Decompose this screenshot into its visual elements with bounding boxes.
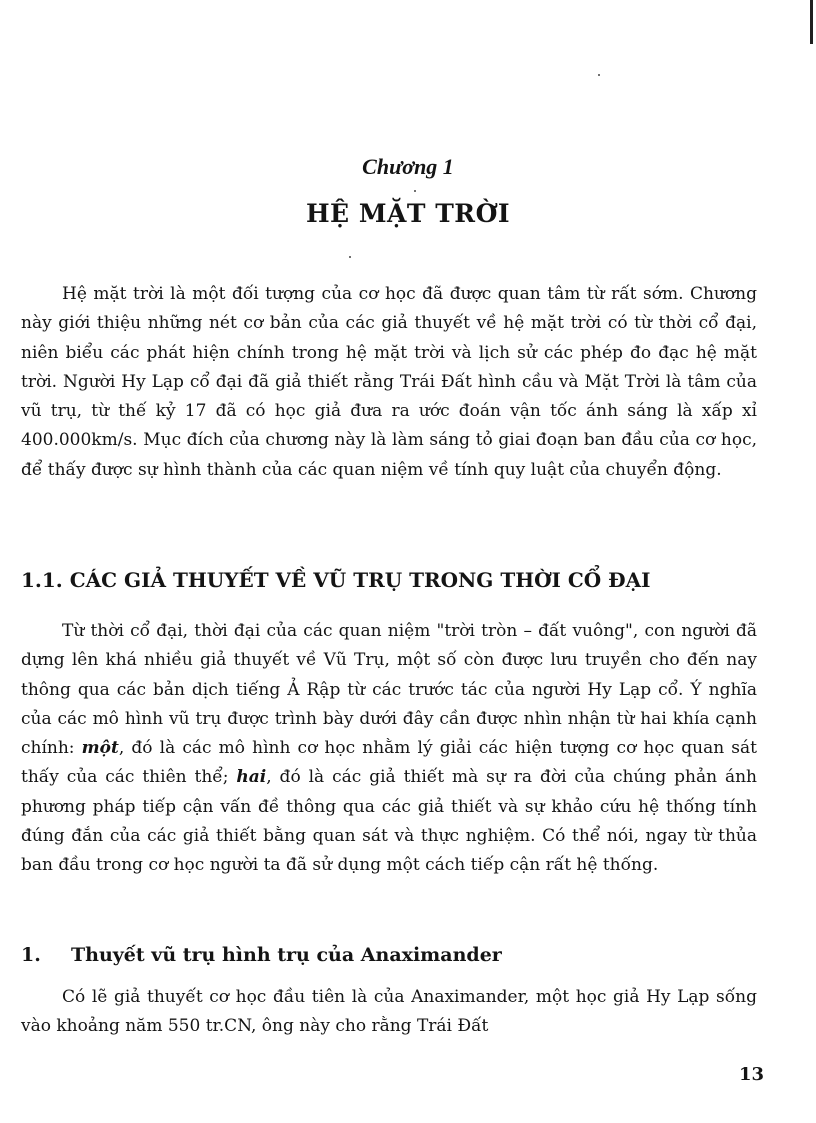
scan-speck [414, 190, 416, 192]
chapter-title: HỆ MẶT TRỜI [305, 199, 511, 228]
section-paragraph [21, 617, 757, 881]
page-number: 13 [738, 1064, 764, 1085]
emphasis-hai: hai [236, 767, 267, 788]
emphasis-mot: một [81, 738, 119, 759]
subsection-heading [21, 939, 761, 971]
intro-paragraph: Hệ mặt trời là một đối tượng của cơ học đã được quan tâm từ rất sớm. Chương này giới thiệu những nét cơ bản của các giả thuyết về hệ mặt trời có từ thời cổ đại, niên biểu các phát hiện chính trong hệ mặt trời và lịch sử các phép đo đạc hệ mặt trời. Người Hy Lạp cổ đại đã giả thiết rằng Trái Đất hình cầu và Mặt Trời là tâm của vũ trụ, từ thế kỷ 17 đã có học giả đưa ra ước đoán vận tốc ánh sáng là xấp xỉ 400.000km/s. Mục đích của chương này là làm sáng tỏ giai đoạn ban đầu của cơ học, để thấy được sự hình thành của các quan niệm về tính quy luật của chuyển động. [21, 284, 757, 480]
scan-speck [598, 74, 600, 76]
scan-edge-mark [810, 0, 813, 44]
section-paragraph-text: , đó là các giả thiết mà sự ra đời của chúng phản ánh phương pháp tiếp cận vấn đề thông qua các giả thiết và sự khảo cứu hệ thống tính đúng đắn của các giả thiết bằng quan sát và thực nghiệm. Có thể nói, ngay từ thủa ban đầu trong cơ học người ta đã sử dụng một cách tiếp cận rất hệ thống. [21, 767, 758, 876]
subsection-number: 1. [21, 944, 41, 966]
scan-speck [349, 256, 351, 258]
section-paragraph-text: Từ thời cổ đại, thời đại của các quan niệm "trời tròn – đất vuông", con người đã dựng lên khá nhiều giả thuyết về Vũ Trụ, một số còn được lưu truyền cho đến nay thông qua các bản dịch tiếng Ả Rập từ các trước tác của người Hy Lạp cổ. Ý nghĩa của các mô hình vũ trụ được trình bày dưới đây cần được nhìn nhận từ hai khía cạnh chính: [21, 621, 757, 759]
section-heading: 1.1. CÁC GIẢ THUYẾT VỀ VŨ TRỤ TRONG THỜI CỔ ĐẠI [21, 568, 651, 592]
subsection-paragraph: Có lẽ giả thuyết cơ học đầu tiên là của Anaximander, một học giả Hy Lạp sống vào khoảng năm 550 tr.CN, ông này cho rằng Trái Đất [21, 987, 757, 1037]
chapter-label: Chương 1 [362, 154, 454, 179]
subsection-title: Thuyết vũ trụ hình trụ của Anaximander [71, 944, 502, 966]
section-paragraph-text: , đó là các mô hình cơ học nhằm lý giải các hiện tượng cơ học quan sát thấy của các thiên thể; [21, 738, 758, 788]
